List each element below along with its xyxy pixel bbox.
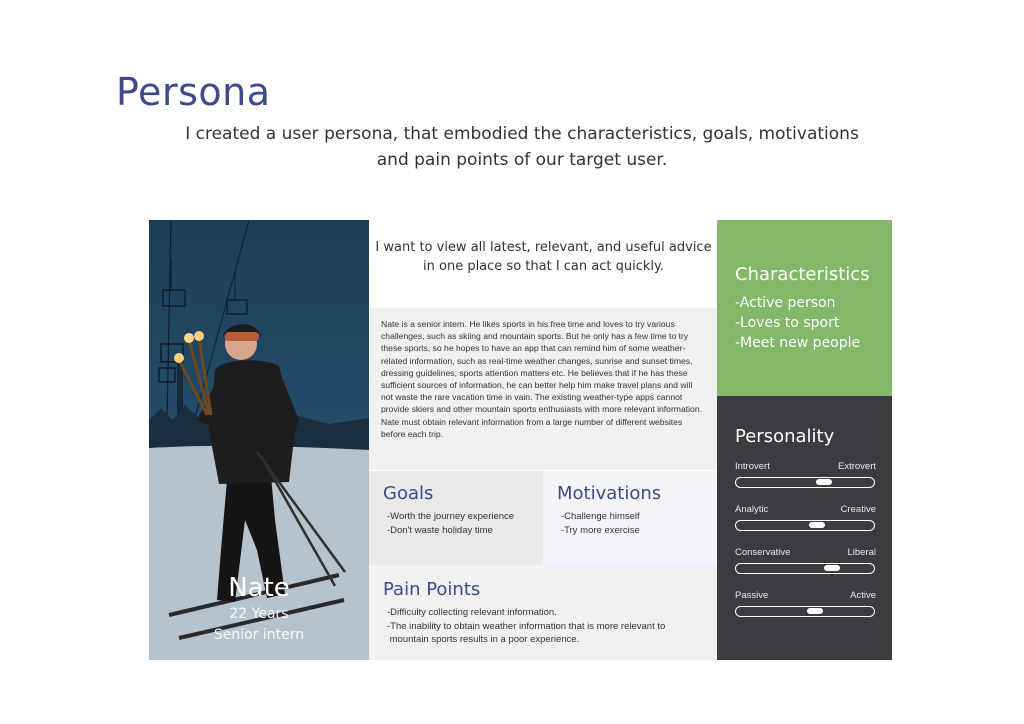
persona-bio: Nate is a senior intern. He likes sports in his free time and loves to try various challenges, such as skiing and mountain sports. But he only has a few time to try these sports, so he hopes to have an app that can remind him of some weather-related information, such as real-time weather changes, sunrise and sunset times, dressing guidelines, sports attention matters etc. He believes that if he has these sufficient sources of information, he can better help him make travel plans and will not waste the rare vacation time in vain. The existing weather-type apps cannot provide skiers and other mountain sports enthusiasts with more relevant information. Nate must obtain relevant information from a large number of different websites before each trip. <box>369 308 717 470</box>
motivations-section <box>543 471 717 565</box>
personality-trait <box>735 590 876 617</box>
motivations-item: -Try more exercise <box>561 524 640 536</box>
trait-slider <box>735 477 875 488</box>
trait-left-label: Introvert <box>735 461 770 472</box>
characteristics-item: -Active person <box>735 295 836 311</box>
characteristics-panel <box>717 220 892 396</box>
pain-points-item: mountain sports results in a poor experience. <box>387 634 580 645</box>
trait-right-label: Extrovert <box>837 461 876 472</box>
page-title: Persona <box>116 70 271 114</box>
trait-left-label: Passive <box>735 590 769 601</box>
personality-heading: Personality <box>735 426 835 447</box>
trait-slider-knob <box>809 522 825 528</box>
pain-points-heading: Pain Points <box>383 579 481 600</box>
characteristics-item: -Meet new people <box>735 335 861 351</box>
persona-card <box>149 220 892 660</box>
pain-points-section <box>369 565 717 660</box>
personality-trait <box>735 547 876 574</box>
page-subtitle: I created a user persona, that embodied the characteristics, goals, motivations and pain points of our target user. <box>185 124 859 170</box>
trait-right-label: Liberal <box>847 547 876 558</box>
persona-quote: I want to view all latest, relevant, and useful advice in one place so that I can act quickly. <box>375 240 712 274</box>
pain-points-item: -Difficulty collecting relevant information. <box>387 607 557 618</box>
trait-slider-knob <box>816 479 832 485</box>
characteristics-heading: Characteristics <box>735 264 870 285</box>
trait-left-label: Analytic <box>735 504 769 515</box>
goals-item: -Don't waste holiday time <box>387 524 493 536</box>
trait-left-label: Conservative <box>735 547 791 558</box>
motivations-item: -Challenge himself <box>561 511 640 522</box>
persona-identity <box>149 572 369 646</box>
persona-photo <box>149 220 369 660</box>
trait-right-label: Active <box>850 590 876 601</box>
persona-age: 22 Years <box>229 606 289 622</box>
goals-item: -Worth the journey experience <box>387 511 515 522</box>
personality-panel <box>717 396 892 660</box>
personality-trait <box>735 504 876 531</box>
persona-role: Senior intern <box>213 627 305 643</box>
persona-name: Nate <box>228 573 290 603</box>
trait-slider <box>735 563 875 574</box>
pain-points-item: -The inability to obtain weather information that is more relevant to <box>387 620 666 632</box>
characteristics-item: -Loves to sport <box>735 315 840 331</box>
goals-heading: Goals <box>383 483 434 504</box>
trait-slider <box>735 606 875 617</box>
trait-slider-knob <box>807 608 823 614</box>
trait-slider <box>735 520 875 531</box>
personality-trait <box>735 461 876 488</box>
trait-slider-knob <box>824 565 840 571</box>
goals-section <box>369 471 543 565</box>
trait-right-label: Creative <box>840 504 876 515</box>
motivations-heading: Motivations <box>557 483 662 504</box>
